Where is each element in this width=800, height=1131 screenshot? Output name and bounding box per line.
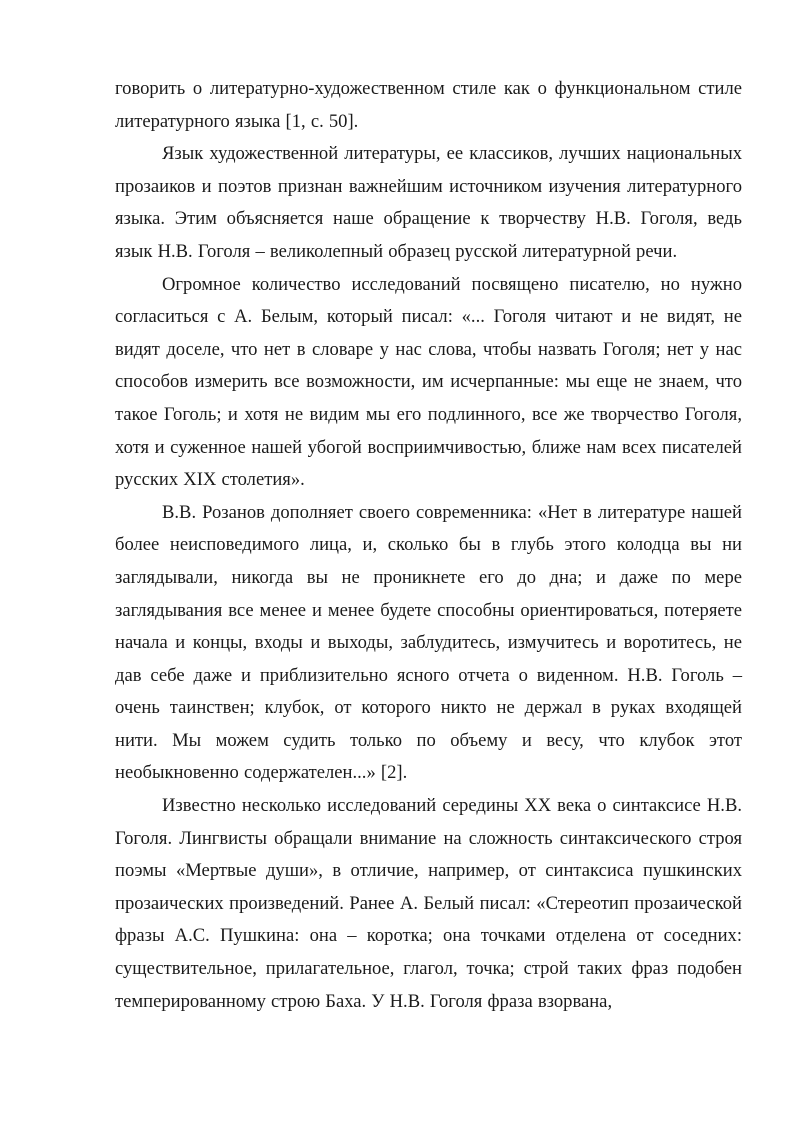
paragraph-2: Язык художественной литературы, ее классиков, лучших национальных прозаиков и поэтов признан важнейшим источником изучения литературного языка. Этим объясняется наше обращение к творчеству Н.В. Гоголя, ведь язык Н.В. Гоголя – великолепный образец русской литературной речи. — [115, 143, 742, 262]
paragraph-4: В.В. Розанов дополняет своего современника: «Нет в литературе нашей более неисповедимого лица, и, сколько бы в глубь этого колодца вы ни заглядывали, никогда вы не проникнете его до дна; и даже по мере заглядывания все менее и менее будете способны ориентироваться, потеряете начала и концы, входы и выходы, заблудитесь, измучитесь и воротитесь, не дав себе даже и приблизительно ясного отчета о виденном. Н.В. Гоголь – очень таинствен; клубок, от которого никто не держал в руках входящей нити. Мы можем судить только по объему и весу, что клубок этот необыкновенно содержателен...» [2]. — [115, 501, 742, 784]
paragraph-5: Известно несколько исследований середины XX века о синтаксисе Н.В. Гоголя. Лингвисты обращали внимание на сложность синтаксического строя поэмы «Мертвые души», в отличие, например, от синтаксиса пушкинских прозаических произведений. Ранее А. Белый писал: «Стереотип прозаической фразы А.С. Пушкина: она – коротка; она точками отделена от соседних: существительное, прилагательное, глагол, точка; строй таких фраз подобен темперированному строю Баха. У Н.В. Гоголя фраза взорвана, — [115, 795, 742, 1012]
paragraph-3: Огромное количество исследований посвящено писателю, но нужно согласиться с А. Белым, который писал: «... Гоголя читают и не видят, не видят доселе, что нет в словаре у нас слова, чтобы назвать Гоголя; нет у нас способов измерить все возможности, им исчерпанные: мы еще не знаем, что такое Гоголь; и хотя не видим мы его подлинного, все же творчество Гоголя, хотя и суженное нашей убогой восприимчивостью, ближе нам всех писателей русских XIX столетия». — [115, 273, 742, 491]
body-text — [115, 73, 742, 1018]
paragraph-1: говорить о литературно-художественном стиле как о функциональном стиле литературного языка [1, с. 50]. — [115, 78, 742, 132]
